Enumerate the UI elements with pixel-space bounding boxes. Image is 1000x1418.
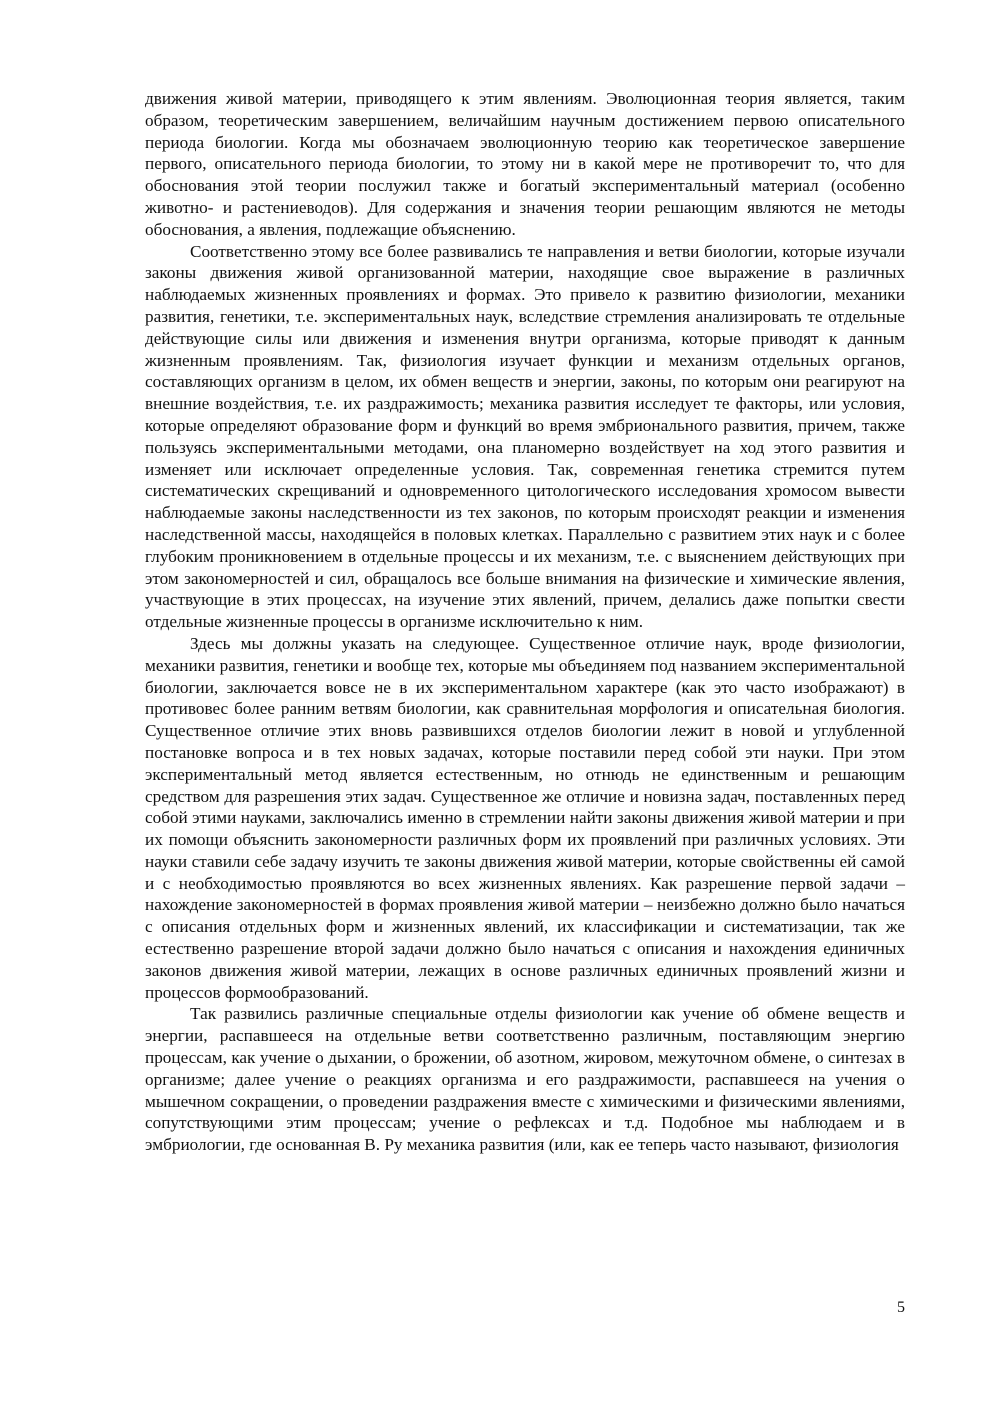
page-number: 5 — [897, 1299, 905, 1316]
paragraph-continuation: движения живой материи, приводящего к этим явлениям. Эволюционная теория является, таким образом, теоретическим завершением, величайшим научным достижением первою описательного периода биологии. Когда мы обозначаем эволюционную теорию как теоретическое завершение первого, описательного периода биологии, то этому ни в какой мере не противоречит то, что для обоснования этой теории послужил также и богатый экспериментальный материал (особенно животно- и растениеводов). Для содержания и значения теории решающим являются не методы обоснования, а явления, подлежащие объяснению. — [145, 89, 905, 239]
paragraph-experimental-branches: Соответственно этому все более развивались те направления и ветви биологии, которые изучали законы движения живой организованной материи, находящие свое выражение в различных наблюдаемых жизненных проявлениях и формах. Это привело к развитию физиологии, механики развития, генетики, т.е. экспериментальных наук, вследствие стремления анализировать те отдельные действующие силы или движения и изменения внутри организма, которые приводят к данным жизненным проявлениям. Так, физиология изучает функции и механизм отдельных органов, составляющих организм в целом, их обмен веществ и энергии, законы, по которым они реагируют на внешние воздействия, т.е. их раздражимость; механика развития исследует те факторы, или условия, которые определяют образование форм и функций во время эмбрионального развития, причем, также пользуясь экспериментальными методами, она планомерно воздействует на ход этого развития и изменяет или исключает определенные условия. Так, современная генетика стремится путем систематических скрещиваний и одновременного цитологического исследования хромосом вывести наблюдаемые законы наследственности из тех законов, по которым происходят реакции и изменения наследственной массы, находящейся в половых клетках. Параллельно с развитием этих наук и с более глубоким проникновением в отдельные процессы и их механизм, т.е. с выяснением действующих при этом закономерностей и сил, обращалось все больше внимания на физические и химические явления, участвующие в этих процессах, на изучение этих явлений, причем, делались даже попытки свести отдельные жизненные процессы в организме исключительно к ним. — [145, 241, 905, 632]
page-body — [145, 88, 905, 1156]
paragraph-physiology-departments: Так развились различные специальные отделы физиологии как учение об обмене веществ и энергии, распавшееся на отдельные ветви соответственно различным, поставляющим энергию процессам, как учение о дыхании, о брожении, об азотном, жировом, межуточном обмене, о синтезах в организме; далее учение о реакциях организма и его раздражимости, распавшееся на учения о мышечном сокращении, о проведении раздражения вместе с химическими и физическими явлениями, сопутствующими этим процессам; учение о рефлексах и т.д. Подобное мы наблюдаем и в эмбриологии, где основанная В. Ру механика развития (или, как ее теперь часто называют, физиология — [145, 1004, 905, 1155]
paragraph-essential-difference: Здесь мы должны указать на следующее. Существенное отличие наук, вроде физиологии, механики развития, генетики и вообще тех, которые мы объединяем под названием экспериментальной биологии, заключается вовсе не в их экспериментальном характере (как это часто изображают) в противовес более ранним ветвям биологии, как сравнительная морфология и описательная биология. Существенное отличие этих вновь развившихся отделов биологии лежит в новой и углубленной постановке вопроса и в тех новых задачах, которые поставили перед собой эти науки. При этом экспериментальный метод является естественным, но отнюдь не единственным и решающим средством для разрешения этих задач. Существенное же отличие и новизна задач, поставленных перед собой этими науками, заключались именно в стремлении найти законы движения живой материи и при их помощи объяснить закономерности различных форм их проявлений при различных условиях. Эти науки ставили себе задачу изучить те законы движения живой материи, которые свойственны ей самой и с необходимостью проявляются во всех жизненных явлениях. Как разрешение первой задачи – нахождение закономерностей в формах проявления живой материи – неизбежно должно было начаться с описания отдельных форм и жизненных явлений, их классификации и систематизации, так же естественно разрешение второй задачи должно было начаться с описания и нахождения единичных законов движения живой материи, лежащих в основе различных единичных проявлений жизни и процессов формообразований. — [145, 633, 905, 1002]
